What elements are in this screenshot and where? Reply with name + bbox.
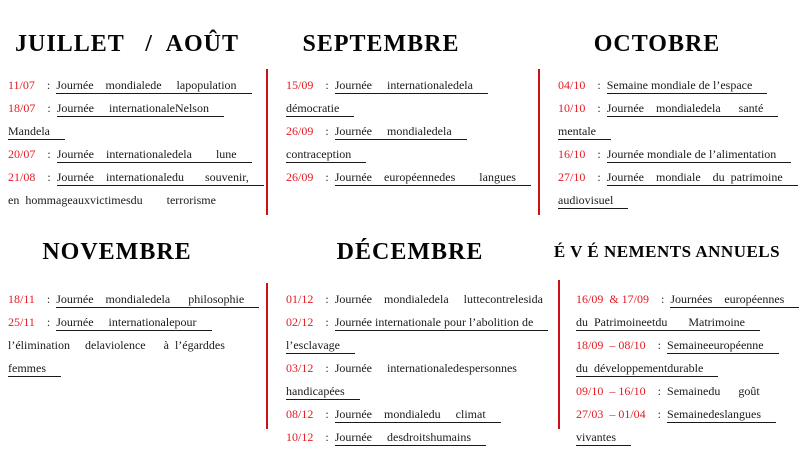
event-date: 15/09 bbox=[286, 78, 314, 92]
date-separator: : bbox=[657, 407, 662, 421]
calendar-line bbox=[8, 189, 258, 212]
event-label: Journée internationaledespersonnes bbox=[334, 361, 517, 375]
event-label: Journée internationalepour bbox=[56, 315, 211, 331]
date-separator: : bbox=[597, 101, 601, 115]
date-separator: : bbox=[657, 384, 662, 398]
day-list bbox=[558, 288, 798, 449]
calendar-line bbox=[576, 357, 798, 380]
event-date: 03/12 bbox=[286, 361, 314, 375]
date-separator: : bbox=[325, 407, 329, 421]
section-evenements-annuels bbox=[536, 238, 798, 449]
calendar-line bbox=[286, 380, 538, 403]
date-separator: : bbox=[325, 292, 329, 306]
calendar-line bbox=[8, 288, 258, 311]
event-label: du développementdurable bbox=[576, 361, 718, 377]
calendar-line bbox=[8, 357, 258, 380]
event-label: Journée mondialede lapopulation bbox=[56, 78, 251, 94]
calendar-line bbox=[286, 120, 530, 143]
calendar-line bbox=[286, 311, 538, 334]
event-label: Semaine mondiale de l’espace bbox=[607, 78, 768, 94]
event-date: 26/09 bbox=[286, 170, 314, 184]
calendar-line bbox=[576, 334, 798, 357]
date-separator: : bbox=[46, 315, 51, 329]
section-title: DÉCEMBRE bbox=[336, 239, 484, 265]
date-separator: : bbox=[47, 170, 51, 184]
red-rule bbox=[538, 69, 540, 215]
event-date: 02/12 bbox=[286, 315, 314, 329]
section-title: JUILLET / AOÛT bbox=[15, 31, 239, 57]
date-separator: : bbox=[325, 124, 329, 138]
calendar-line bbox=[286, 97, 530, 120]
red-rule bbox=[266, 283, 268, 429]
calendar-line bbox=[286, 143, 530, 166]
calendar-line bbox=[558, 74, 798, 97]
section-decembre bbox=[266, 238, 543, 449]
section-title: NOVEMBRE bbox=[42, 239, 192, 265]
event-label: Journée européennedes langues bbox=[335, 170, 531, 186]
event-label: Journée mondiale de l’alimentation bbox=[607, 147, 792, 163]
section-novembre bbox=[8, 238, 258, 380]
event-label: Journée internationale pour l’abolition de bbox=[335, 315, 549, 331]
section-octobre bbox=[536, 30, 798, 212]
calendar-line bbox=[286, 334, 538, 357]
event-date: 18/07 bbox=[8, 101, 36, 115]
event-date: 20/07 bbox=[8, 147, 36, 161]
date-separator: : bbox=[597, 170, 601, 184]
calendar-line bbox=[8, 120, 258, 143]
date-separator: : bbox=[46, 78, 51, 92]
event-label: Journée mondialedela santé bbox=[607, 101, 779, 117]
section-title: É V É NEMENTS ANNUELS bbox=[553, 242, 781, 261]
day-list bbox=[538, 74, 798, 212]
event-date: 11/07 bbox=[8, 78, 35, 92]
calendar-line bbox=[286, 74, 530, 97]
event-label: Mandela bbox=[8, 124, 65, 140]
event-label: du Patrimoineetdu Matrimoine bbox=[576, 315, 760, 331]
event-date: 10/10 bbox=[558, 101, 586, 115]
event-label: contraception bbox=[286, 147, 366, 163]
event-date: 16/09 & 17/09 bbox=[576, 292, 650, 306]
calendar-line bbox=[286, 403, 538, 426]
calendar-line bbox=[8, 143, 258, 166]
date-separator: : bbox=[597, 147, 601, 161]
event-date: 27/03 – 01/04 bbox=[576, 407, 646, 421]
event-date: 26/09 bbox=[286, 124, 314, 138]
event-label: l’élimination delaviolence à l’égarddes bbox=[8, 338, 225, 352]
date-separator: : bbox=[47, 101, 51, 115]
calendar-line bbox=[558, 143, 798, 166]
event-label: Journée desdroitshumains bbox=[335, 430, 486, 446]
section-title: SEPTEMBRE bbox=[302, 31, 460, 57]
event-label: mentale bbox=[558, 124, 611, 140]
date-separator: : bbox=[657, 338, 662, 352]
event-label: femmes bbox=[8, 361, 61, 377]
calendar-line bbox=[558, 166, 798, 189]
date-separator: : bbox=[47, 147, 51, 161]
date-separator: : bbox=[597, 78, 601, 92]
date-separator: : bbox=[325, 170, 329, 184]
event-date: 09/10 – 16/10 bbox=[576, 384, 646, 398]
day-list bbox=[8, 74, 258, 212]
event-date: 25/11 bbox=[8, 315, 35, 329]
event-label: l’esclavage bbox=[286, 338, 355, 354]
event-label: Journée internationaledela bbox=[335, 78, 488, 94]
calendar-line bbox=[8, 311, 258, 334]
event-label: Journée mondialedu climat bbox=[335, 407, 501, 423]
calendar-line bbox=[576, 311, 798, 334]
calendar-line bbox=[286, 426, 538, 449]
calendar-line bbox=[576, 380, 798, 403]
red-rule bbox=[266, 69, 268, 215]
calendar-line bbox=[558, 97, 798, 120]
calendar-line bbox=[8, 166, 258, 189]
event-date: 08/12 bbox=[286, 407, 314, 421]
date-separator: : bbox=[325, 78, 329, 92]
event-label: Journée mondialedela luttecontrelesida bbox=[334, 292, 543, 306]
calendar-line bbox=[286, 288, 543, 311]
red-rule bbox=[558, 280, 560, 429]
event-label: Semainedu goût bbox=[667, 384, 760, 398]
event-label: Semaineeuropéenne bbox=[667, 338, 779, 354]
event-label: démocratie bbox=[286, 101, 354, 117]
day-list bbox=[266, 288, 543, 449]
event-label: vivantes bbox=[576, 430, 631, 446]
event-label: Journée internationaledela lune bbox=[57, 147, 252, 163]
event-label: Journées européennes bbox=[670, 292, 799, 308]
event-label: handicapées bbox=[286, 384, 360, 400]
date-separator: : bbox=[325, 315, 329, 329]
event-label: Semainedeslangues bbox=[667, 407, 776, 423]
calendar-line bbox=[8, 334, 258, 357]
event-label: Journée mondialedela philosophie bbox=[56, 292, 259, 308]
event-date: 18/11 bbox=[8, 292, 35, 306]
section-septembre bbox=[266, 30, 530, 189]
event-label: Journée internationaledu souvenir, bbox=[57, 170, 264, 186]
event-label: en hommageauxvictimesdu terrorisme bbox=[8, 193, 216, 207]
date-separator: : bbox=[325, 361, 329, 375]
calendar-line bbox=[576, 426, 798, 449]
calendar-line bbox=[576, 403, 798, 426]
section-juillet-aout bbox=[8, 30, 258, 212]
event-date: 16/10 bbox=[558, 147, 586, 161]
date-separator: : bbox=[661, 292, 665, 306]
day-list bbox=[266, 74, 530, 189]
event-date: 18/09 – 08/10 bbox=[576, 338, 646, 352]
day-list bbox=[8, 288, 258, 380]
calendar-line bbox=[8, 74, 258, 97]
event-date: 04/10 bbox=[558, 78, 586, 92]
event-date: 21/08 bbox=[8, 170, 36, 184]
calendar-line bbox=[558, 189, 798, 212]
date-separator: : bbox=[46, 292, 51, 306]
section-title: OCTOBRE bbox=[593, 31, 721, 57]
event-date: 01/12 bbox=[286, 292, 314, 306]
event-label: Journée mondialedela bbox=[335, 124, 467, 140]
calendar-line bbox=[576, 288, 798, 311]
event-date: 27/10 bbox=[558, 170, 586, 184]
date-separator: : bbox=[325, 430, 329, 444]
calendar-line bbox=[286, 357, 538, 380]
event-date: 10/12 bbox=[286, 430, 314, 444]
calendar-line bbox=[286, 166, 530, 189]
event-label: Journée internationaleNelson bbox=[57, 101, 224, 117]
calendar-line bbox=[8, 97, 258, 120]
calendar-line bbox=[558, 120, 798, 143]
event-label: Journée mondiale du patrimoine bbox=[607, 170, 798, 186]
event-label: audiovisuel bbox=[558, 193, 628, 209]
